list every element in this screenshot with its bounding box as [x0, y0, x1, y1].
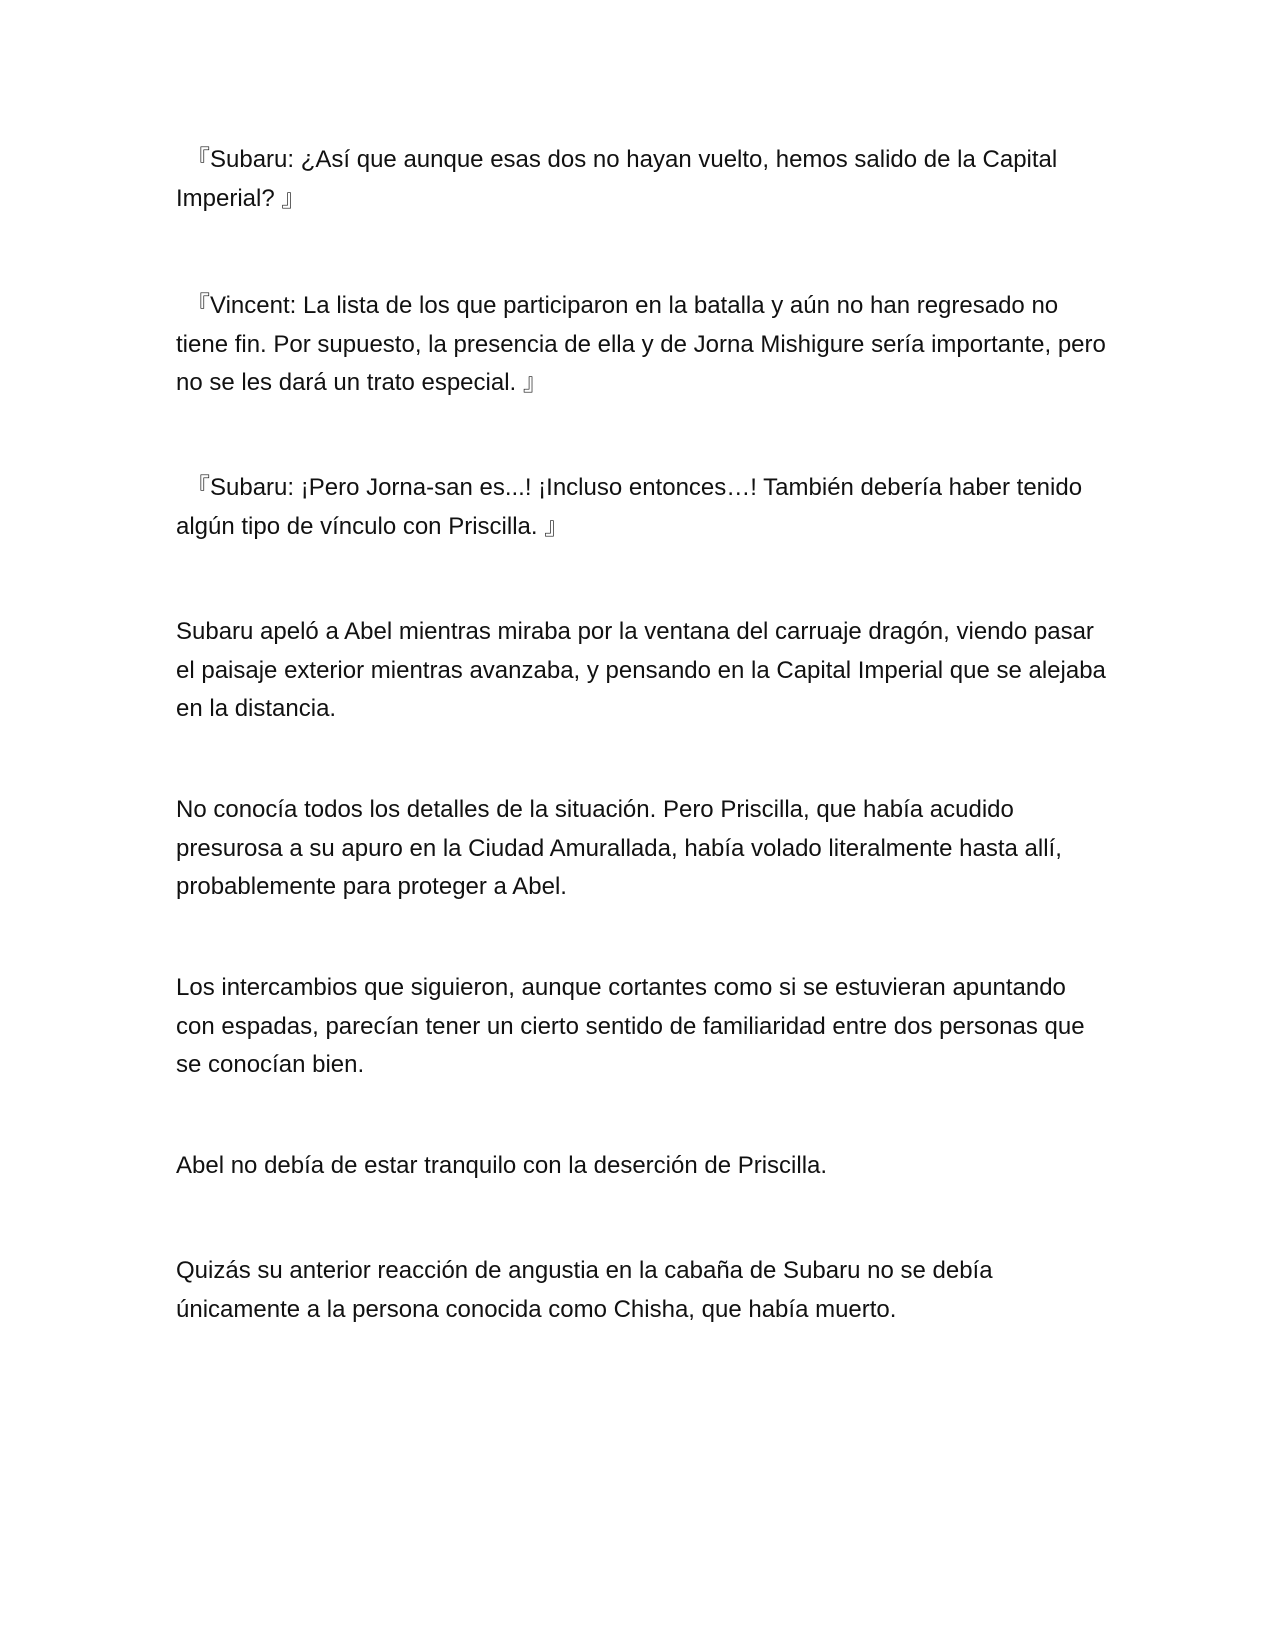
paragraph-subaru-question: 『Subaru: ¿Así que aunque esas dos no hayan vuelto, hemos salido de la Capital Imperial? 』 — [176, 146, 1058, 212]
paragraph-narration-priscilla: No conocía todos los detalles de la situación. Pero Priscilla, que había acudido presurosa a su apuro en la Ciudad Amurallada, había volado literalmente hasta allí, probablemente para proteger a Abel. — [176, 796, 1062, 900]
paragraph-narration-window: Subaru apeló a Abel mientras miraba por la ventana del carruaje dragón, viendo pasar el paisaje exterior mientras avanzaba, y pensando en la Capital Imperial que se alejaba en la distancia. — [176, 618, 1106, 722]
paragraph-subaru-protest: 『Subaru: ¡Pero Jorna-san es...! ¡Incluso entonces…! También debería haber tenido algún tipo de vínculo con Priscilla. 』 — [176, 474, 1083, 540]
paragraph-narration-exchanges: Los intercambios que siguieron, aunque cortantes como si se estuvieran apuntando con espadas, parecían tener un cierto sentido de familiaridad entre dos personas que se conocían bien. — [176, 974, 1085, 1078]
paragraph-vincent-reply: 『Vincent: La lista de los que participaron en la batalla y aún no han regresado no tiene fin. Por supuesto, la presencia de ella y de Jorna Mishigure sería importante, pero no se les dará un trato especial. 』 — [176, 292, 1106, 396]
paragraph-narration-abel: Abel no debía de estar tranquilo con la deserción de Priscilla. — [176, 1152, 828, 1179]
paragraph-narration-chisha: Quizás su anterior reacción de angustia en la cabaña de Subaru no se debía únicamente a la persona conocida como Chisha, que había muerto. — [176, 1257, 993, 1323]
